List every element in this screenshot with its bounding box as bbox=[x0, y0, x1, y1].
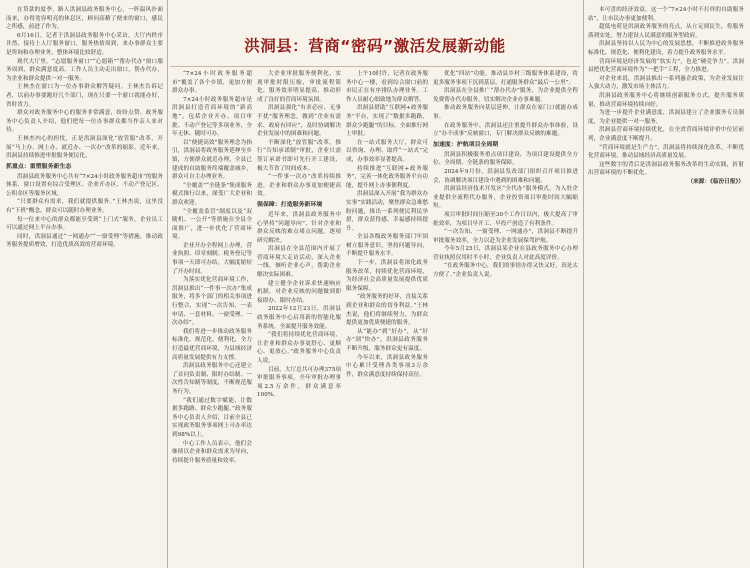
paragraph: 下一步，洪洞县将深化政务服务改革，持续优化营商环境，为经济社会高质量发展提供优质服务保障。 bbox=[346, 260, 428, 292]
paragraph: 2022年12月23日，洪洞县政务服务中心启用新的智能化服务系统，全面提升服务效能。 bbox=[257, 306, 341, 330]
paragraph: 以“便捷高效”服务理念为指引，洪洞县将政务服务延伸至乡镇，方便群众就近办理，全县已建成的自助服务终端覆盖城乡，群众可自主办理业务。 bbox=[172, 139, 252, 181]
paragraph: 从“能办”到“好办”，从“好办”到“快办”，洪洞县政务服务不断升级，服务群众更有温度。 bbox=[346, 328, 428, 352]
paragraph: “我们将持续优化营商环境，让企业和群众办事更舒心、更顺心、更放心。”政务服务中心负责人说。 bbox=[257, 332, 341, 364]
headline-rule bbox=[170, 66, 580, 67]
paragraph: 群众对政务服务中心的服务非常满意，纷纷点赞。政务服务中心负责人介绍，他们把每一位办事群众都当作亲人来对待。 bbox=[6, 110, 163, 134]
paragraph: 项目审批时间压缩至30个工作日以内，极大提高了审批效率，为项目早开工、早投产创造了有利条件。 bbox=[433, 211, 578, 227]
paragraph: 我们将进一步推动政务服务标准化、规范化、便利化，全力打造最优营商环境，为县域经济高质量发展提供有力支撑。 bbox=[172, 328, 252, 361]
paragraph: 为落实优化营商环境工作，洪洞县推出“一件事一次办”集成服务，将多个部门的相关事项进行整合，实现“一次告知、一表申请、一套材料、一窗受理、一次办结”。 bbox=[172, 277, 252, 327]
paragraph: 超低电荷是洪洞政务服务的亮点，从立足到民生，将服务落到实处，努力建设人民满意的服务型政府。 bbox=[588, 24, 744, 39]
paragraph: “一次告知、一窗受理、一网通办”，洪洞县不断提升审批服务效率，全力以赴为企业发展保驾护航。 bbox=[433, 229, 578, 244]
paragraph: 大企业审批服务便利化，实现审批时限压缩，审批流程简化，服务效率明显提高，推动形成了良好的营商环境氛围。 bbox=[257, 71, 341, 103]
paragraph: 上午10时许，记者在政务服务中心一楼，看到综合窗口前的市民正在有序排队办理业务。工作人员耐心细致地为群众解答。 bbox=[346, 71, 428, 103]
paragraph: 本可喜的经济效益，这一个“7×24小时不打烊的自助服务站”，让市民办事更加便利。 bbox=[588, 7, 744, 22]
section-heading: 加速度：护航项目全周期 bbox=[433, 141, 499, 148]
paragraph: “在政务服务中心，我们的事情办得又快又好，真是太方便了。”企业负责人说。 bbox=[433, 263, 578, 279]
paragraph: 建立健全企业诉求快速响应机制，对企业反映的问题做到即接即办、限时办结。 bbox=[257, 280, 341, 304]
article-column-4 bbox=[346, 70, 428, 562]
paragraph: 在政务服务中，洪洞县还注重提升群众办事体验，设立“办不成事”反映窗口，专门解决群众反映的难题。 bbox=[433, 122, 578, 138]
section-heading: 强保障：打造服务新环境 bbox=[257, 201, 323, 208]
paragraph: 在贷款的度季，路人洪洞县政务服务中心，一阵温风扑面而来，办得宽容明亮的休息区，顾问高精了便来的窗口，感民之所感，前进了作为。 bbox=[6, 7, 163, 31]
paragraph: “一件事一次办”改革持续推进，企业和群众办事更加便捷高效。 bbox=[257, 174, 341, 198]
column-divider bbox=[583, 0, 584, 568]
paragraph: 洪洞县坚持以人民为中心的发展思想，不断推进政务服务标准化、规范化、便利化建设，着力提升政务服务水平。 bbox=[588, 41, 744, 56]
paragraph: 优化“四站”功能，推动县乡村三级服务体系建设，将更多服务事项下沉到基层，打通服务群众“最后一公里”。 bbox=[433, 71, 578, 86]
paragraph: 洪洞县强化“有求必应、无事不扰”服务理念，做到“企业有需求、政府有回应”，及时协调解决企业发展中的困难和问题。 bbox=[257, 105, 341, 138]
article-column-1 bbox=[6, 6, 163, 562]
paragraph: 今年5月25日，洪洞县某企业在县政务服务中心办理营业执照仅用时半小时，企业负责人对此高度评价。 bbox=[433, 246, 578, 261]
paragraph: 中心工作人员表示，他们会继续以企业和群众需求为导向，持续提升服务质量和效率。 bbox=[172, 440, 252, 464]
paragraph: 在一站式服务大厅，群众可以咨询、办理、取件“一站式”完成，办事效率显著提高。 bbox=[346, 139, 428, 163]
paragraph: 洪洞县在全县范围内开展了营商环境大走访活动，深入企业一线，倾听企业心声，帮助企业解决实际困难。 bbox=[257, 246, 341, 279]
article-column-2 bbox=[172, 70, 252, 562]
paragraph: 7×24小时政务服务超市是洪洞县打造营商环境的“新高地”，包括企业开办、项目审批、不动产登记等多项业务，全年无休、随时可办。 bbox=[172, 96, 252, 138]
article-column-5 bbox=[433, 70, 578, 562]
paragraph: 目前，大厅总共可办理375项审批服务事项，全年审批办理事项2.5万余件，群众满意率100%。 bbox=[257, 366, 341, 399]
article-column-6 bbox=[588, 6, 744, 562]
paragraph: 近年来，洪洞县政务服务中心坚持“问题导向”，针对企业和群众反映的难点堵点问题，逐项研究解决。 bbox=[257, 211, 341, 244]
section-heading: 抓重点：重塑服务新生态 bbox=[6, 163, 72, 170]
article-column-3 bbox=[257, 70, 341, 562]
paragraph: 同时，洪洞县通过“一网通办”“一窗受理”等措施，推动政务服务提质增效，打造优质高效的营商环境。 bbox=[6, 233, 163, 249]
column-divider bbox=[167, 0, 168, 568]
paragraph: “我们通过数字赋能，让数据多跑路、群众少跑腿。”政务服务中心负责人介绍，目前全县已实现政务服务事项网上可办率达到98%以上。 bbox=[172, 397, 252, 438]
paragraph: 6月16日，记者于洪洞县政务服务中心采访，大厅内秩序井然，接待上人厅服务窗口，服务热情周到，来办事群众主要是咨询和办理业务，整体环境比较舒适。 bbox=[6, 32, 163, 56]
paragraph: 持续推进“互联网+政务服务”，完善一体化政务服务平台功能，提升网上办事便利度。 bbox=[346, 165, 428, 189]
paragraph: 洪洞县政务服务中心还建立了首问负责制、限时办结制、一次性告知制等制度，不断规范服务行为。 bbox=[172, 363, 252, 395]
paragraph: 企业开办全程网上办理，营业执照、印章刻制、税务登记等事项一天即可办结，大幅度缩短了开办时间。 bbox=[172, 242, 252, 275]
paragraph: 洪洞县积极服务重点项目建设，为项目建设提供全方位、全周期、全链条的服务保障。 bbox=[433, 151, 578, 167]
paragraph: “全覆盖监管”制度以及“双随机、一公开”等措施在全县全面推广，进一步优化了营商环境。 bbox=[172, 208, 252, 241]
paragraph: 王林杰在窗口为一位办事群众解答疑问。王林杰告诉记者，以前办事要跑好几个部门，现在只要一个窗口就能办好，省时省力。 bbox=[6, 84, 163, 108]
paragraph: “全覆盖”“全链条”集成服务模式推行以来，深受广大企业和群众欢迎。 bbox=[172, 182, 252, 206]
paragraph: 王林杰内心的担忧，正是洪洞县深化“放管服”改革，开展“马上办、网上办、就近办、一次办”改革的缩影。近年来，洪洞县持续推进审批服务便民化。 bbox=[6, 135, 163, 160]
paragraph: 洪洞县营商环境持续优化，在全省营商环境评价中位居前列，企业满意度不断提升。 bbox=[588, 127, 744, 142]
paragraph: 洪洞县经济技术开发区“全代办”服务模式，为入驻企业提供全流程代办服务，企业投资项目审批时间大幅缩短。 bbox=[433, 186, 578, 210]
paragraph: 为进一步提升企业满意度，洪洞县建立了企业服务专员制度，为企业提供一对一服务。 bbox=[588, 110, 744, 125]
headline-box bbox=[170, 30, 580, 60]
paragraph: 每一位来中心的群众都能享受到“上门式”服务，企业员工可以通过网上平台办事。 bbox=[6, 216, 163, 232]
paragraph: “政务服务的好坏，直接关系到企业和群众的切身利益。”王林杰说，他们将继续努力，为群众提供更加优质便捷的服务。 bbox=[346, 294, 428, 327]
byline: （来源：《临汾日报》） bbox=[687, 178, 744, 185]
paragraph: 不断深化“放管服”改革，推行“告知承诺制”审批，企业只需签订承诺书即可先行开工建设，极大节省了时间成本。 bbox=[257, 139, 341, 172]
paragraph: 洪洞县政务服务中心将继续创新服务方式，提升服务质量，推动营商环境持续向好。 bbox=[588, 92, 744, 108]
paragraph: 全县各级政务服务部门牢固树立服务意识，坚持问题导向，不断提升服务水平。 bbox=[346, 234, 428, 258]
paragraph: 推动政务服务向基层延伸，让群众在家门口就能办成事。 bbox=[433, 105, 578, 120]
paragraph: 洪洞县政务服务中心共有“7×24小时政务服务超市”的服务体系，窗口设置有综合受理区、企业开办区、不动产登记区、公积金区等服务区域。 bbox=[6, 173, 163, 197]
paragraph: 洪洞县深入开展“我为群众办实事”实践活动，聚焦群众急难愁盼问题，推出一系列便民利民举措，群众获得感、幸福感持续提升。 bbox=[346, 191, 428, 232]
paragraph: 今年以来，洪洞县政务服务中心累计受理各类事项3万余件，群众满意度持续保持高位。 bbox=[346, 354, 428, 378]
headline: 洪洞县：营商“密码”激活发展新动能 bbox=[244, 37, 506, 55]
paragraph: 2024年9月份，洪洞县发改部门组织召开项目推进会，协调解决项目建设中遇到的困难和问题。 bbox=[433, 168, 578, 184]
paragraph: 现代大厅里，“志愿服务窗口”“心愿箱”“帮办代办”窗口服务周到，群众满意度高。工作人员主动走出窗口，帮办代办，为企业和群众提供一对一服务。 bbox=[6, 58, 163, 82]
paragraph: 对企业来说，洪洞县推出一系列惠企政策，为企业发展注入强大动力，激发市场主体活力。 bbox=[588, 75, 744, 91]
paragraph: 洪洞县借助“互联网+政务服务”平台，实现了“数据多跑路，群众少跑腿”的目标，全面推行网上审批。 bbox=[346, 105, 428, 138]
paragraph: 营商环境是经济发展的“软实力”，也是“硬竞争力”。洪洞县把优化营商环境作为“一把手”工程，全力推进。 bbox=[588, 58, 744, 74]
paragraph: 洪洞县在全县推广“帮办代办”服务，为企业提供全程免费帮办代办服务，切实解决企业办事难题。 bbox=[433, 88, 578, 103]
paragraph: “营商环境就是生产力”，洪洞县将持续深化改革，不断优化营商环境，推动县域经济高质量发展。 bbox=[588, 144, 744, 160]
paragraph: “只要群众有需求，我们就提供服务。”王林杰说，这里没有“下班”概念，群众可以随时办理业务。 bbox=[6, 199, 163, 215]
paragraph: 这些数字的背后是洪洞县政务服务改革的生动实践，折射出营商环境的不断优化。 bbox=[588, 161, 744, 177]
paragraph: “7×24小时政务服务超市”覆盖了各个乡镇，更加方便群众办事。 bbox=[172, 71, 252, 95]
